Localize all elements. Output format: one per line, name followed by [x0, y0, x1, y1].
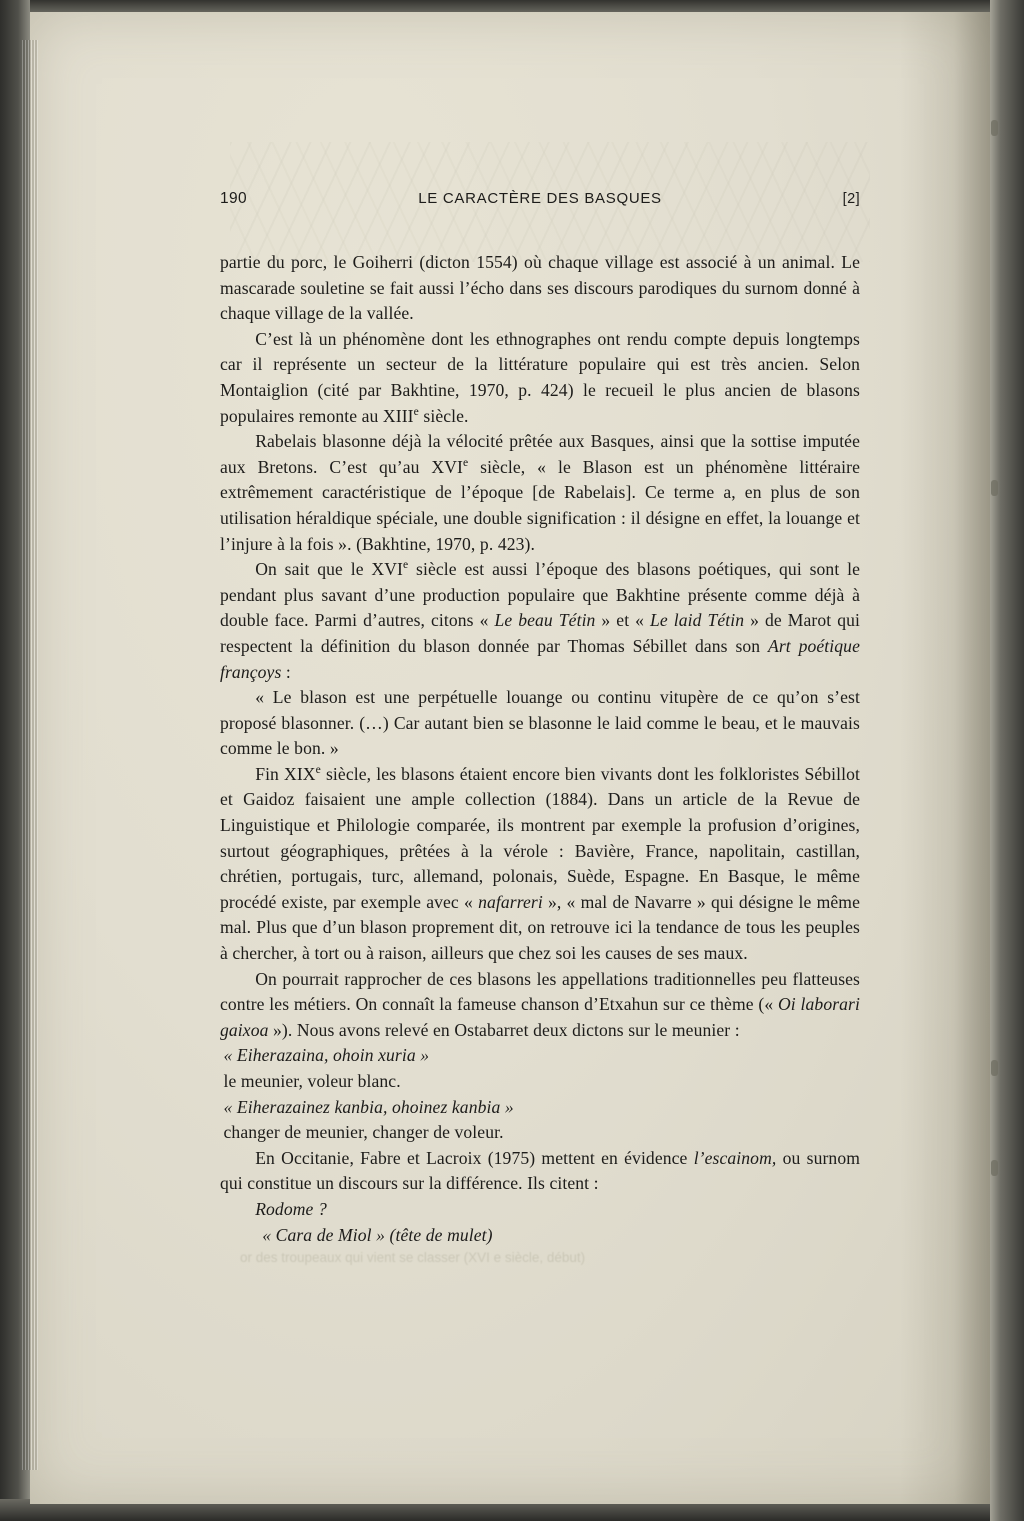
paragraph-8	[220, 1146, 860, 1197]
paragraph-4-text-d: » de Marot qui respectent la définition du blason donnée par Thomas Sébillet dans son	[220, 610, 861, 656]
ordinal-suffix: e	[402, 558, 409, 572]
work-title-beau-tetin: Le beau Tétin	[494, 610, 596, 631]
binding-mark	[991, 1060, 998, 1076]
binding-mark	[991, 480, 998, 496]
paragraph-4	[220, 557, 860, 685]
block-quote-sebillet	[220, 685, 860, 762]
binding-mark	[991, 1160, 998, 1176]
occitan-term-escainom: l’escainom,	[693, 1147, 777, 1168]
page-number: 190	[220, 190, 248, 207]
paragraph-7-text-a: On pourrait rapprocher de ces blasons les appellations traditionnelles peu flatteuses contre les métiers. On connaît la fameuse chanson d’Etxahun sur ce thème («	[220, 968, 860, 1015]
page-gutter-shadow	[900, 12, 990, 1504]
paragraph-8-text-a: En Occitanie, Fabre et Lacroix (1975) mettent en évidence	[255, 1147, 694, 1168]
ordinal-suffix: e	[462, 455, 469, 469]
paragraph-3-text-b: siècle, « le Blason est un phénomène littéraire extrêmement caractéristique de l’époque [de Rabelais]. Ce terme a, en plus de son utilisation héraldique spéciale, une double signification : il désigne en effet, la louange et l’injure à la fois ». (Bakhtine, 1970, p. 423).	[220, 456, 860, 554]
dicton-2-basque: « Eiherazainez kanbia, ohoinez kanbia »	[223, 1096, 514, 1117]
paragraph-1	[220, 250, 860, 327]
scanner-bed-right	[990, 0, 1024, 1521]
paragraph-3-text-a: Rabelais blasonne déjà la vélocité prêtée aux Basques, ainsi que la sottise imputée aux Bretons. C’est qu’au XVI	[220, 431, 860, 477]
dicton-2-translation: changer de meunier, changer de voleur.	[223, 1122, 504, 1143]
paragraph-6	[220, 762, 860, 967]
paragraph-4-text-a: On sait que le XVI	[255, 559, 403, 580]
running-head	[220, 190, 860, 208]
paragraph-2-text-a: C’est là un phénomène dont les ethnographes ont rendu compte depuis longtemps car il représente un secteur de la littérature populaire qui est très ancien. Selon Montaiglion (cité par Bakhtine, 1970, p. 424) le recueil le plus ancien de blasons populaires remonte au XIII	[220, 328, 860, 426]
paragraph-2-text-b: siècle.	[418, 405, 469, 426]
song-title-oi-laborari: Oi laborari gaixoa	[220, 994, 860, 1040]
bleed-through-text: or des troupeaux qui vient se classer (XVI e siècle, début)	[240, 1250, 586, 1265]
basque-term-nafarreri: nafarreri	[478, 891, 543, 912]
paragraph-4-text-e: :	[281, 661, 291, 682]
paragraph-7	[220, 967, 860, 1044]
block-quote-text: « Le blason est une perpétuelle louange ou continu vitupère de ce qu’on s’est proposé blasonner. (…) Car autant bien se blasonne le laid comme le beau, et le mauvais comme le bon. »	[220, 687, 860, 759]
paragraph-4-text-b: siècle est aussi l’époque des blasons poétiques, qui sont le pendant plus savant d’une production populaire que Bakhtine présente comme déjà à double face. Parmi d’autres, citons «	[220, 559, 860, 631]
work-title-laid-tetin: Le laid Tétin	[650, 610, 745, 631]
article-page-bracket: [2]	[842, 191, 860, 207]
binding-mark	[991, 120, 998, 136]
page-paper	[30, 12, 990, 1504]
page-content	[220, 190, 860, 1248]
paragraph-1-text: partie du porc, le Goiherri (dicton 1554) où chaque village est associé à un animal. Le mascarade souletine se fait aussi l’écho dans ses discours parodiques du surnom donné à chaque village de la vallée.	[220, 252, 860, 324]
paragraph-3	[220, 429, 860, 557]
example-rodome: Rodome ?	[255, 1198, 327, 1219]
paragraph-4-text-c: » et «	[595, 610, 651, 631]
scanner-bed-left	[0, 0, 30, 1521]
example-cara-de-miol: « Cara de Miol » (tête de mulet)	[262, 1224, 493, 1245]
work-title-art-poetique: Art poétique françoys	[220, 635, 860, 682]
paragraph-2	[220, 327, 860, 429]
paragraph-8-text-b: ou surnom qui constitue un discours sur la différence. Ils citent :	[220, 1147, 861, 1194]
paragraph-6-text-a: Fin XIX	[255, 763, 316, 784]
paragraph-6-text-c: », « mal de Navarre » qui désigne le même mal. Plus que d’un blason proprement dit, on retrouve ici la tendance de tous les peuples à chercher, à tort ou à raison, ailleurs que chez soi les causes de ses maux.	[220, 891, 860, 964]
paragraph-6-text-b: siècle, les blasons étaient encore bien vivants dont les folkloristes Sébillot et Gaidoz faisaient une ample collection (1884). Dans un article de la Revue de Linguistique et Philologie comparée, ils montrent par exemple la profusion d’origines, surtout géographiques, prêtées à la vérole : Bavière, France, napolitain, castillan, chrétien, portugais, turc, allemand, polonais, Suède, Espagne. En Basque, le même procédé existe, par exemple avec «	[220, 763, 860, 912]
dicton-1-translation: le meunier, voleur blanc.	[223, 1071, 401, 1091]
dicton-1-basque: « Eiherazaina, ohoin xuria »	[223, 1045, 430, 1066]
paragraph-7-text-b: »). Nous avons relevé en Ostabarret deux dictons sur le meunier :	[268, 1019, 740, 1040]
ordinal-suffix: e	[315, 763, 321, 777]
running-title: LE CARACTÈRE DES BASQUES	[418, 190, 662, 207]
ordinal-suffix: e	[413, 404, 419, 418]
